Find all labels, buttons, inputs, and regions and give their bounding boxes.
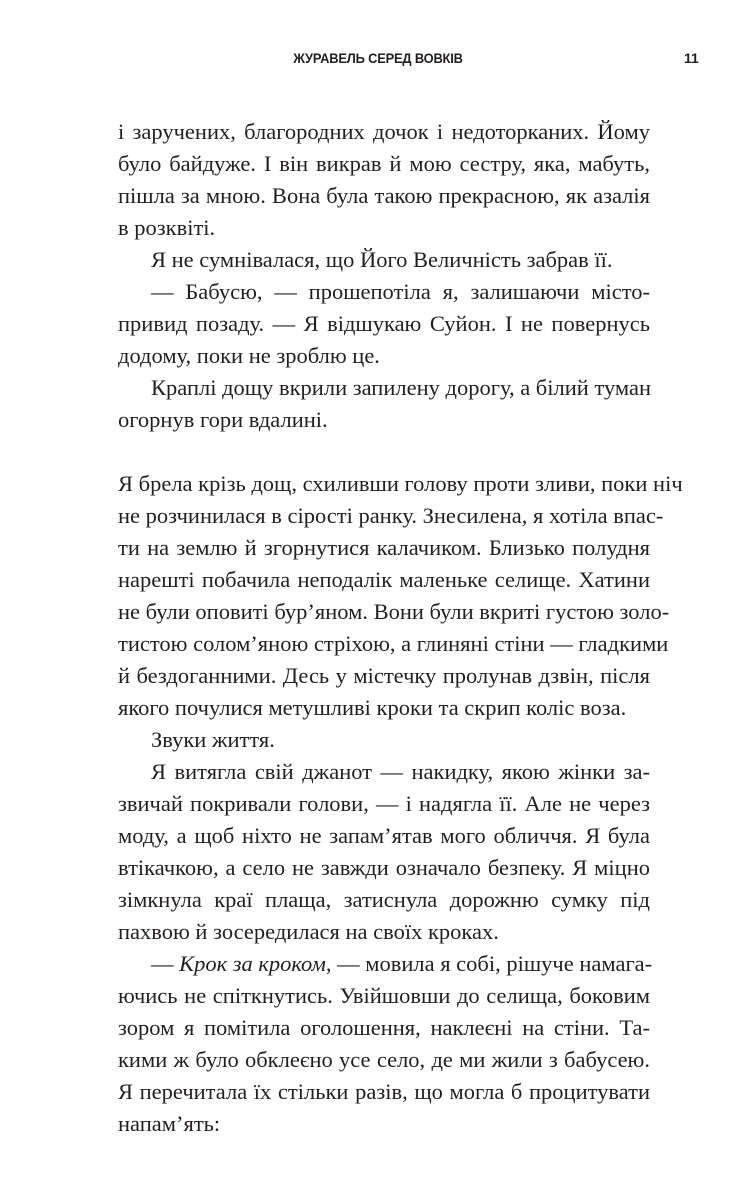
text-line: привид позаду. — Я відшукаю Суйон. І не повернусь <box>118 311 650 336</box>
text-line: Я витягла свій джанот — накидку, якою жінки за- <box>151 759 650 784</box>
text-line: — Бабусю, — прошепотіла я, залишаючи місто- <box>151 279 650 304</box>
text-line: кими ж було обклеєно усе село, де ми жили з бабусею. <box>118 1047 650 1072</box>
text-line: зором я помітила оголошення, наклеєні на стіни. Та- <box>118 1015 650 1040</box>
text-line: й бездоганними. Десь у містечку пролунав дзвін, після <box>118 663 650 688</box>
text-line: Я брела крізь дощ, схиливши голову проти зливи, поки ніч <box>118 471 683 496</box>
text-line: огорнув гори вдалині. <box>118 407 328 432</box>
text-line: тистою солом’яною стріхою, а глиняні стіни — гладкими <box>118 631 669 656</box>
text-line: Я перечитала їх стільки разів, що могла б процитувати <box>118 1079 650 1104</box>
text-line: Я не сумнівалася, що Його Величність забрав її. <box>151 247 613 272</box>
text-segment: — мовила я собі, рішуче намага- <box>331 951 653 976</box>
page-header <box>0 50 756 72</box>
text-line: нарешті побачила неподалік маленьке селище. Хатини <box>118 567 650 592</box>
text-line: звичай покривали голови, — і надягла її. Але не через <box>118 791 650 816</box>
text-line: було байдуже. І він викрав й мою сестру, яка, мабуть, <box>118 151 650 176</box>
text-line: моду, а щоб ніхто не запам’ятав мого обличчя. Я була <box>118 823 650 848</box>
text-line: не були оповиті бур’яном. Вони були вкриті густою золо- <box>118 599 670 624</box>
italic-phrase: Крок за кроком, <box>179 951 332 976</box>
text-segment: — <box>151 951 180 976</box>
text-line: зімкнула краї плаща, затиснула дорожню сумку під <box>118 887 650 912</box>
text-line: якого почулися метушливі кроки та скрип коліс воза. <box>118 695 627 720</box>
page-number: 11 <box>684 50 699 66</box>
text-line: додому, поки не зроблю це. <box>118 343 380 368</box>
text-line: втікачкою, а село не завжди означало безпеку. Я міцно <box>118 855 650 880</box>
text-line: і заручених, благородних дочок і недоторканих. Йому <box>118 119 650 144</box>
text-line: Краплі дощу вкрили запилену дорогу, а білий туман <box>151 375 652 400</box>
text-line: пішла за мною. Вона була такою прекрасною, як азалія <box>118 183 650 208</box>
text-line: пахвою й зосередилася на своїх кроках. <box>118 919 499 944</box>
running-title: ЖУРАВЕЛЬ СЕРЕД ВОВКІВ <box>293 50 463 66</box>
text-line: в розквіті. <box>118 215 216 240</box>
section-break <box>118 436 650 468</box>
text-line: не розчинилася в сірості ранку. Знесилена, я хотіла впас- <box>118 503 664 528</box>
text-line: напам’ять: <box>118 1111 221 1136</box>
text-line: Звуки життя. <box>151 727 275 752</box>
text-line: ти на землю й згорнутися калачиком. Близько полудня <box>118 535 650 560</box>
text-line: ючись не спіткнутись. Увійшовши до селища, боковим <box>118 983 650 1008</box>
body-text <box>118 116 683 1140</box>
text-line <box>118 948 653 980</box>
